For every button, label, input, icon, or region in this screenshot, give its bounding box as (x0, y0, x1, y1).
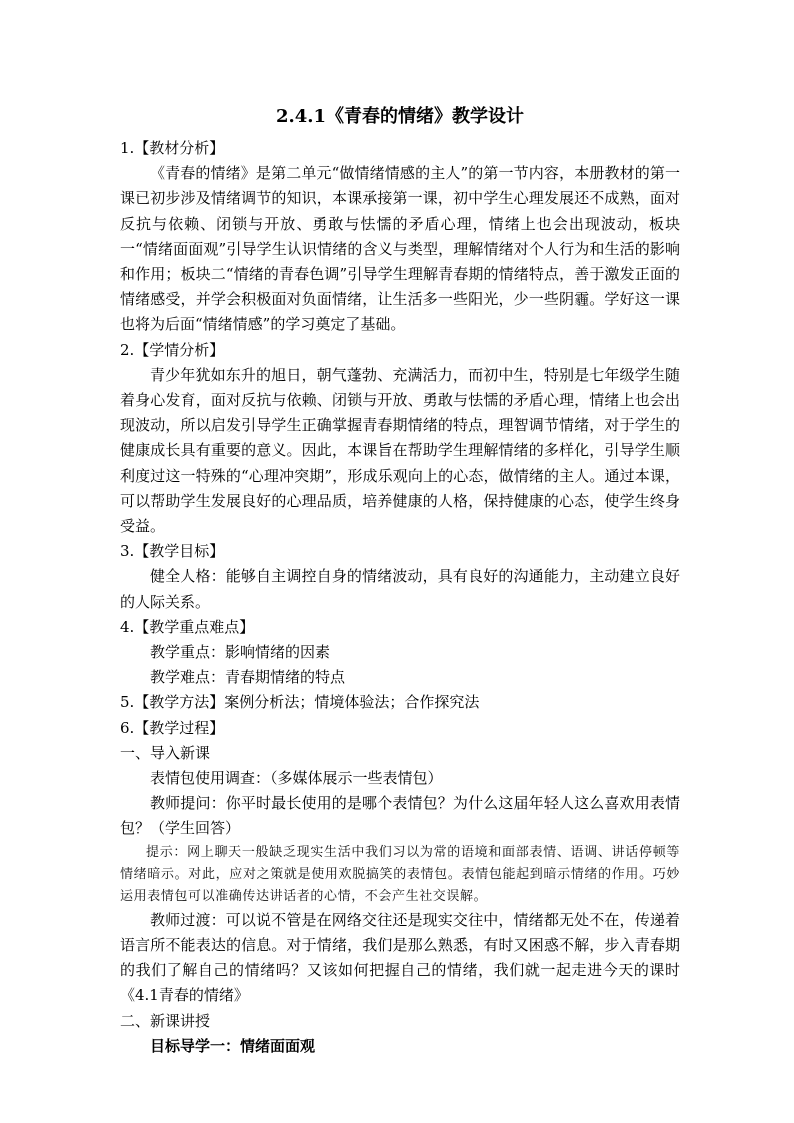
document-page (120, 104, 680, 1059)
paragraph-teaching-goals: 健全人格：能够自主调控自身的情绪波动，具有良好的沟通能力，主动建立良好的人际关系。 (120, 567, 680, 611)
section-heading-teaching-methods: 5.【教学方法】案例分析法；情境体验法；合作探究法 (120, 693, 480, 712)
paragraph-student-analysis: 青少年犹如东升的旭日，朝气蓬勃、充满活力，而初中生，特别是七年级学生随着身心发育，面对反抗与依赖、闭锁与开放、勇敢与怯懦的矛盾心理，情绪上也会出现波动，所以启发引导学生正确掌握青春期情绪的特点，理智调节情绪，对于学生的健康成长具有重要的意义。因此，本课旨在帮助学生理解情绪的多样化，引导学生顺利度过这一特殊的“心理冲突期”，形成乐观向上的心态，做情绪的主人。通过本课，可以帮助学生发展良好的心理品质，培养健康的人格，保持健康的心态，使学生终身受益。 (120, 365, 680, 536)
part-heading-introduction: 一、导入新课 (120, 743, 211, 762)
teacher-transition-paragraph: 教师过渡：可以说不管是在网络交往还是现实交往中，情绪都无处不在，传递着语言所不能表达的信息。对于情绪，我们是那么熟悉，有时又困惑不解，步入青春期的我们了解自己的情绪吗？又该如何把握自己的情绪，我们就一起走进今天的课时《4.1青春的情绪》 (120, 910, 680, 1005)
key-point-line: 教学重点：影响情绪的因素 (150, 643, 331, 662)
difficult-point-line: 教学难点：青春期情绪的特点 (150, 668, 346, 687)
paragraph-textbook-analysis: 《青春的情绪》是第二单元“做情绪情感的主人”的第一节内容，本册教材的第一课已初步涉及情绪调节的知识，本课承接第一课，初中学生心理发展还不成熟，面对反抗与依赖、闭锁与开放、勇敢与怯懦的矛盾心理，情绪上也会出现波动，板块一“情绪面面观”引导学生认识情绪的含义与类型，理解情绪对个人行为和生活的影响和作用；板块二“情绪的青春色调”引导学生理解青春期的情绪特点，善于激发正面的情绪感受，并学会积极面对负面情绪，让生活多一些阳光，少一些阴霾。学好这一课也将为后面“情绪情感”的学习奠定了基础。 (120, 164, 680, 334)
section-heading-teaching-process: 6.【教学过程】 (120, 718, 225, 737)
part-heading-new-lesson: 二、新课讲授 (120, 1011, 211, 1030)
section-heading-teaching-goals: 3.【教学目标】 (120, 542, 225, 561)
document-title: 2.4.1《青春的情绪》教学设计 (275, 106, 525, 127)
survey-line: 表情包使用调查：（多媒体展示一些表情包） (150, 769, 443, 788)
hint-note: 提示：网上聊天一般缺乏现实生活中我们习以为常的语境和面部表情、语调、讲话停顿等情绪暗示。对此，应对之策就是使用欢脱搞笑的表情包。表情包能起到暗示情绪的作用。巧妙运用表情包可以准确传达讲话者的心情，不会产生社交误解。 (120, 844, 680, 904)
section-heading-student-analysis: 2.【学情分析】 (120, 340, 225, 359)
objective-heading: 目标导学一：情绪面面观 (150, 1036, 316, 1055)
section-heading-key-points: 4.【教学重点难点】 (120, 617, 255, 636)
section-heading-textbook-analysis: 1.【教材分析】 (120, 139, 225, 157)
teacher-question-paragraph: 教师提问：你平时最长使用的是哪个表情包？为什么这届年轻人这么喜欢用表情包？（学生回答） (120, 794, 680, 838)
